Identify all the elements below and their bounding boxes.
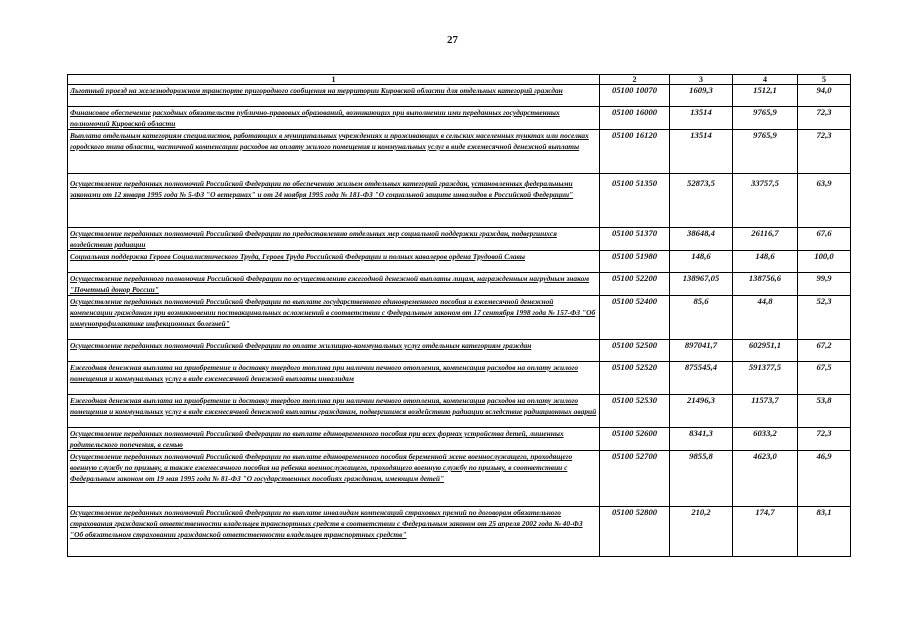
- column-header: 5: [798, 75, 851, 85]
- row-value-actual: 11573,7: [733, 395, 798, 428]
- row-value-percent: 100,0: [798, 251, 851, 273]
- row-value-actual: 33757,5: [733, 174, 798, 228]
- row-value-planned: 38648,4: [670, 228, 733, 251]
- row-value-percent: 52,3: [798, 296, 851, 340]
- row-name: Выплата отдельным категориям специалистов, работающих в муниципальных учреждениях и проживающих в сельских населенных пунктах или поселках городского типа области, частичной компенсации расходов на оплату жилого помещения и коммунальных услуг в виде ежемесячной денежной выплаты: [68, 130, 600, 174]
- row-value-percent: 63,9: [798, 174, 851, 228]
- row-code: 05100 52500: [600, 340, 670, 362]
- table-row: [68, 296, 851, 340]
- row-value-planned: 8341,3: [670, 428, 733, 451]
- column-header: 4: [733, 75, 798, 85]
- row-value-actual: 6033,2: [733, 428, 798, 451]
- row-value-planned: 210,2: [670, 507, 733, 557]
- row-value-planned: 13514: [670, 130, 733, 174]
- row-value-planned: 148,6: [670, 251, 733, 273]
- page-number: 27: [447, 34, 458, 46]
- row-value-percent: 83,1: [798, 507, 851, 557]
- row-name: Социальная поддержка Героев Социалистического Труда, Героев Труда Российской Федерации и полных кавалеров ордена Трудовой Славы: [68, 251, 600, 273]
- row-value-planned: 9855,8: [670, 451, 733, 507]
- row-code: 05100 51370: [600, 228, 670, 251]
- table-row: [68, 340, 851, 362]
- row-value-percent: 53,8: [798, 395, 851, 428]
- row-code: 05100 52530: [600, 395, 670, 428]
- row-value-percent: 67,6: [798, 228, 851, 251]
- row-name: Осуществление переданных полномочий Российской Федерации по выплате государственного единовременного пособия и ежемесячной денежной компенсации гражданам при возникновении поствакцинальных осложнений в соответствии с Федеральным законом от 17 сентября 1998 года № 157-ФЗ "Об иммунопрофилактике инфекционных болезней": [68, 296, 600, 340]
- table-row: [68, 451, 851, 507]
- table-row: [68, 395, 851, 428]
- row-value-actual: 174,7: [733, 507, 798, 557]
- row-value-percent: 46,9: [798, 451, 851, 507]
- row-value-actual: 591377,5: [733, 362, 798, 395]
- row-value-actual: 44,8: [733, 296, 798, 340]
- row-code: 05100 10070: [600, 85, 670, 107]
- table-row: [68, 130, 851, 174]
- row-value-actual: 148,6: [733, 251, 798, 273]
- table-row: [68, 174, 851, 228]
- table-row: [68, 507, 851, 557]
- row-name: Осуществление переданных полномочий Российской Федерации по выплате инвалидам компенсаций страховых премий по договорам обязательного страхования гражданской ответственности владельцев транспортных средств в соответствии с Федеральным законом от 25 апреля 2002 года № 40-ФЗ "Об обязательном страховании гражданской ответственности владельцев транспортных средств": [68, 507, 600, 557]
- row-name: Льготный проезд на железнодорожном транспорте пригородного сообщения на территории Кировской области для отдельных категорий граждан: [68, 85, 600, 107]
- table-row: [68, 273, 851, 296]
- row-value-planned: 21496,3: [670, 395, 733, 428]
- row-value-percent: 67,2: [798, 340, 851, 362]
- row-code: 05100 16120: [600, 130, 670, 174]
- row-code: 05100 52600: [600, 428, 670, 451]
- row-value-planned: 52873,5: [670, 174, 733, 228]
- row-value-planned: 897041,7: [670, 340, 733, 362]
- row-value-planned: 875545,4: [670, 362, 733, 395]
- row-value-planned: 1609,3: [670, 85, 733, 107]
- table-header-row: [68, 75, 851, 85]
- row-name: Осуществление переданного полномочия Российской Федерации по осуществлению ежегодной денежной выплаты лицам, награжденным нагрудным знаком "Почетный донор России": [68, 273, 600, 296]
- row-value-actual: 9765,9: [733, 130, 798, 174]
- budget-table: [67, 74, 851, 557]
- row-value-actual: 4623,0: [733, 451, 798, 507]
- row-name: Осуществление переданных полномочий Российской Федерации по предоставлению отдельных мер социальной поддержки граждан, подвергшихся воздействию радиации: [68, 228, 600, 251]
- row-value-percent: 72,3: [798, 107, 851, 130]
- table-row: [68, 428, 851, 451]
- table-row: [68, 362, 851, 395]
- row-code: 05100 52700: [600, 451, 670, 507]
- row-code: 05100 52520: [600, 362, 670, 395]
- table-row: [68, 107, 851, 130]
- column-header: 2: [600, 75, 670, 85]
- row-value-percent: 72,3: [798, 428, 851, 451]
- row-name: Ежегодная денежная выплата на приобретение и доставку твердого топлива при наличии печного отопления, компенсация расходов на оплату жилого помещения и коммунальных услуг в виде ежемесячной денежной выплаты гражданам, подвергшимся воздействию радиации вследствие радиационных аварий: [68, 395, 600, 428]
- row-name: Финансовое обеспечение расходных обязательств публично-правовых образований, возникающих при выполнении ими переданных государственных полномочий Кировской области: [68, 107, 600, 130]
- column-header: 3: [670, 75, 733, 85]
- row-code: 05100 52200: [600, 273, 670, 296]
- table-row: [68, 85, 851, 107]
- row-name: Осуществление переданных полномочий Российской Федерации по оплате жилищно-коммунальных услуг отдельным категориям граждан: [68, 340, 600, 362]
- row-value-percent: 99,9: [798, 273, 851, 296]
- row-code: 05100 16000: [600, 107, 670, 130]
- row-value-actual: 9765,9: [733, 107, 798, 130]
- table-row: [68, 228, 851, 251]
- row-value-planned: 85,6: [670, 296, 733, 340]
- row-value-percent: 94,0: [798, 85, 851, 107]
- row-value-actual: 138756,6: [733, 273, 798, 296]
- table-row: [68, 251, 851, 273]
- row-value-planned: 13514: [670, 107, 733, 130]
- row-value-percent: 67,5: [798, 362, 851, 395]
- row-code: 05100 51980: [600, 251, 670, 273]
- row-code: 05100 52400: [600, 296, 670, 340]
- row-value-planned: 138967,05: [670, 273, 733, 296]
- row-code: 05100 51350: [600, 174, 670, 228]
- row-name: Осуществление переданных полномочий Российской Федерации по обеспечению жильем отдельных категорий граждан, установленных федеральными законами от 12 января 1995 года № 5-ФЗ "О ветеранах" и от 24 ноября 1995 года № 181-ФЗ "О социальной защите инвалидов в Российской Федерации": [68, 174, 600, 228]
- row-value-actual: 602951,1: [733, 340, 798, 362]
- row-name: Ежегодная денежная выплата на приобретение и доставку твердого топлива при наличии печного отопления, компенсация расходов на оплату жилого помещения и коммунальных услуг в виде ежемесячной денежной выплаты инвалидам: [68, 362, 600, 395]
- row-name: Осуществление переданных полномочий Российской Федерации по выплате единовременного пособия при всех формах устройства детей, лишенных родительского попечения, в семью: [68, 428, 600, 451]
- row-value-percent: 72,3: [798, 130, 851, 174]
- column-header: 1: [68, 75, 600, 85]
- row-value-actual: 26116,7: [733, 228, 798, 251]
- row-value-actual: 1512,1: [733, 85, 798, 107]
- row-name: Осуществление переданных полномочий Российской Федерации по выплате единовременного пособия беременной жене военнослужащего, проходящего военную службу по призыву, а также ежемесячного пособия на ребенка военнослужащего, проходящего военную службу по призыву, в соответствии с Федеральным законом от 19 мая 1995 года № 81-ФЗ "О государственных пособиях гражданам, имеющим детей": [68, 451, 600, 507]
- row-code: 05100 52800: [600, 507, 670, 557]
